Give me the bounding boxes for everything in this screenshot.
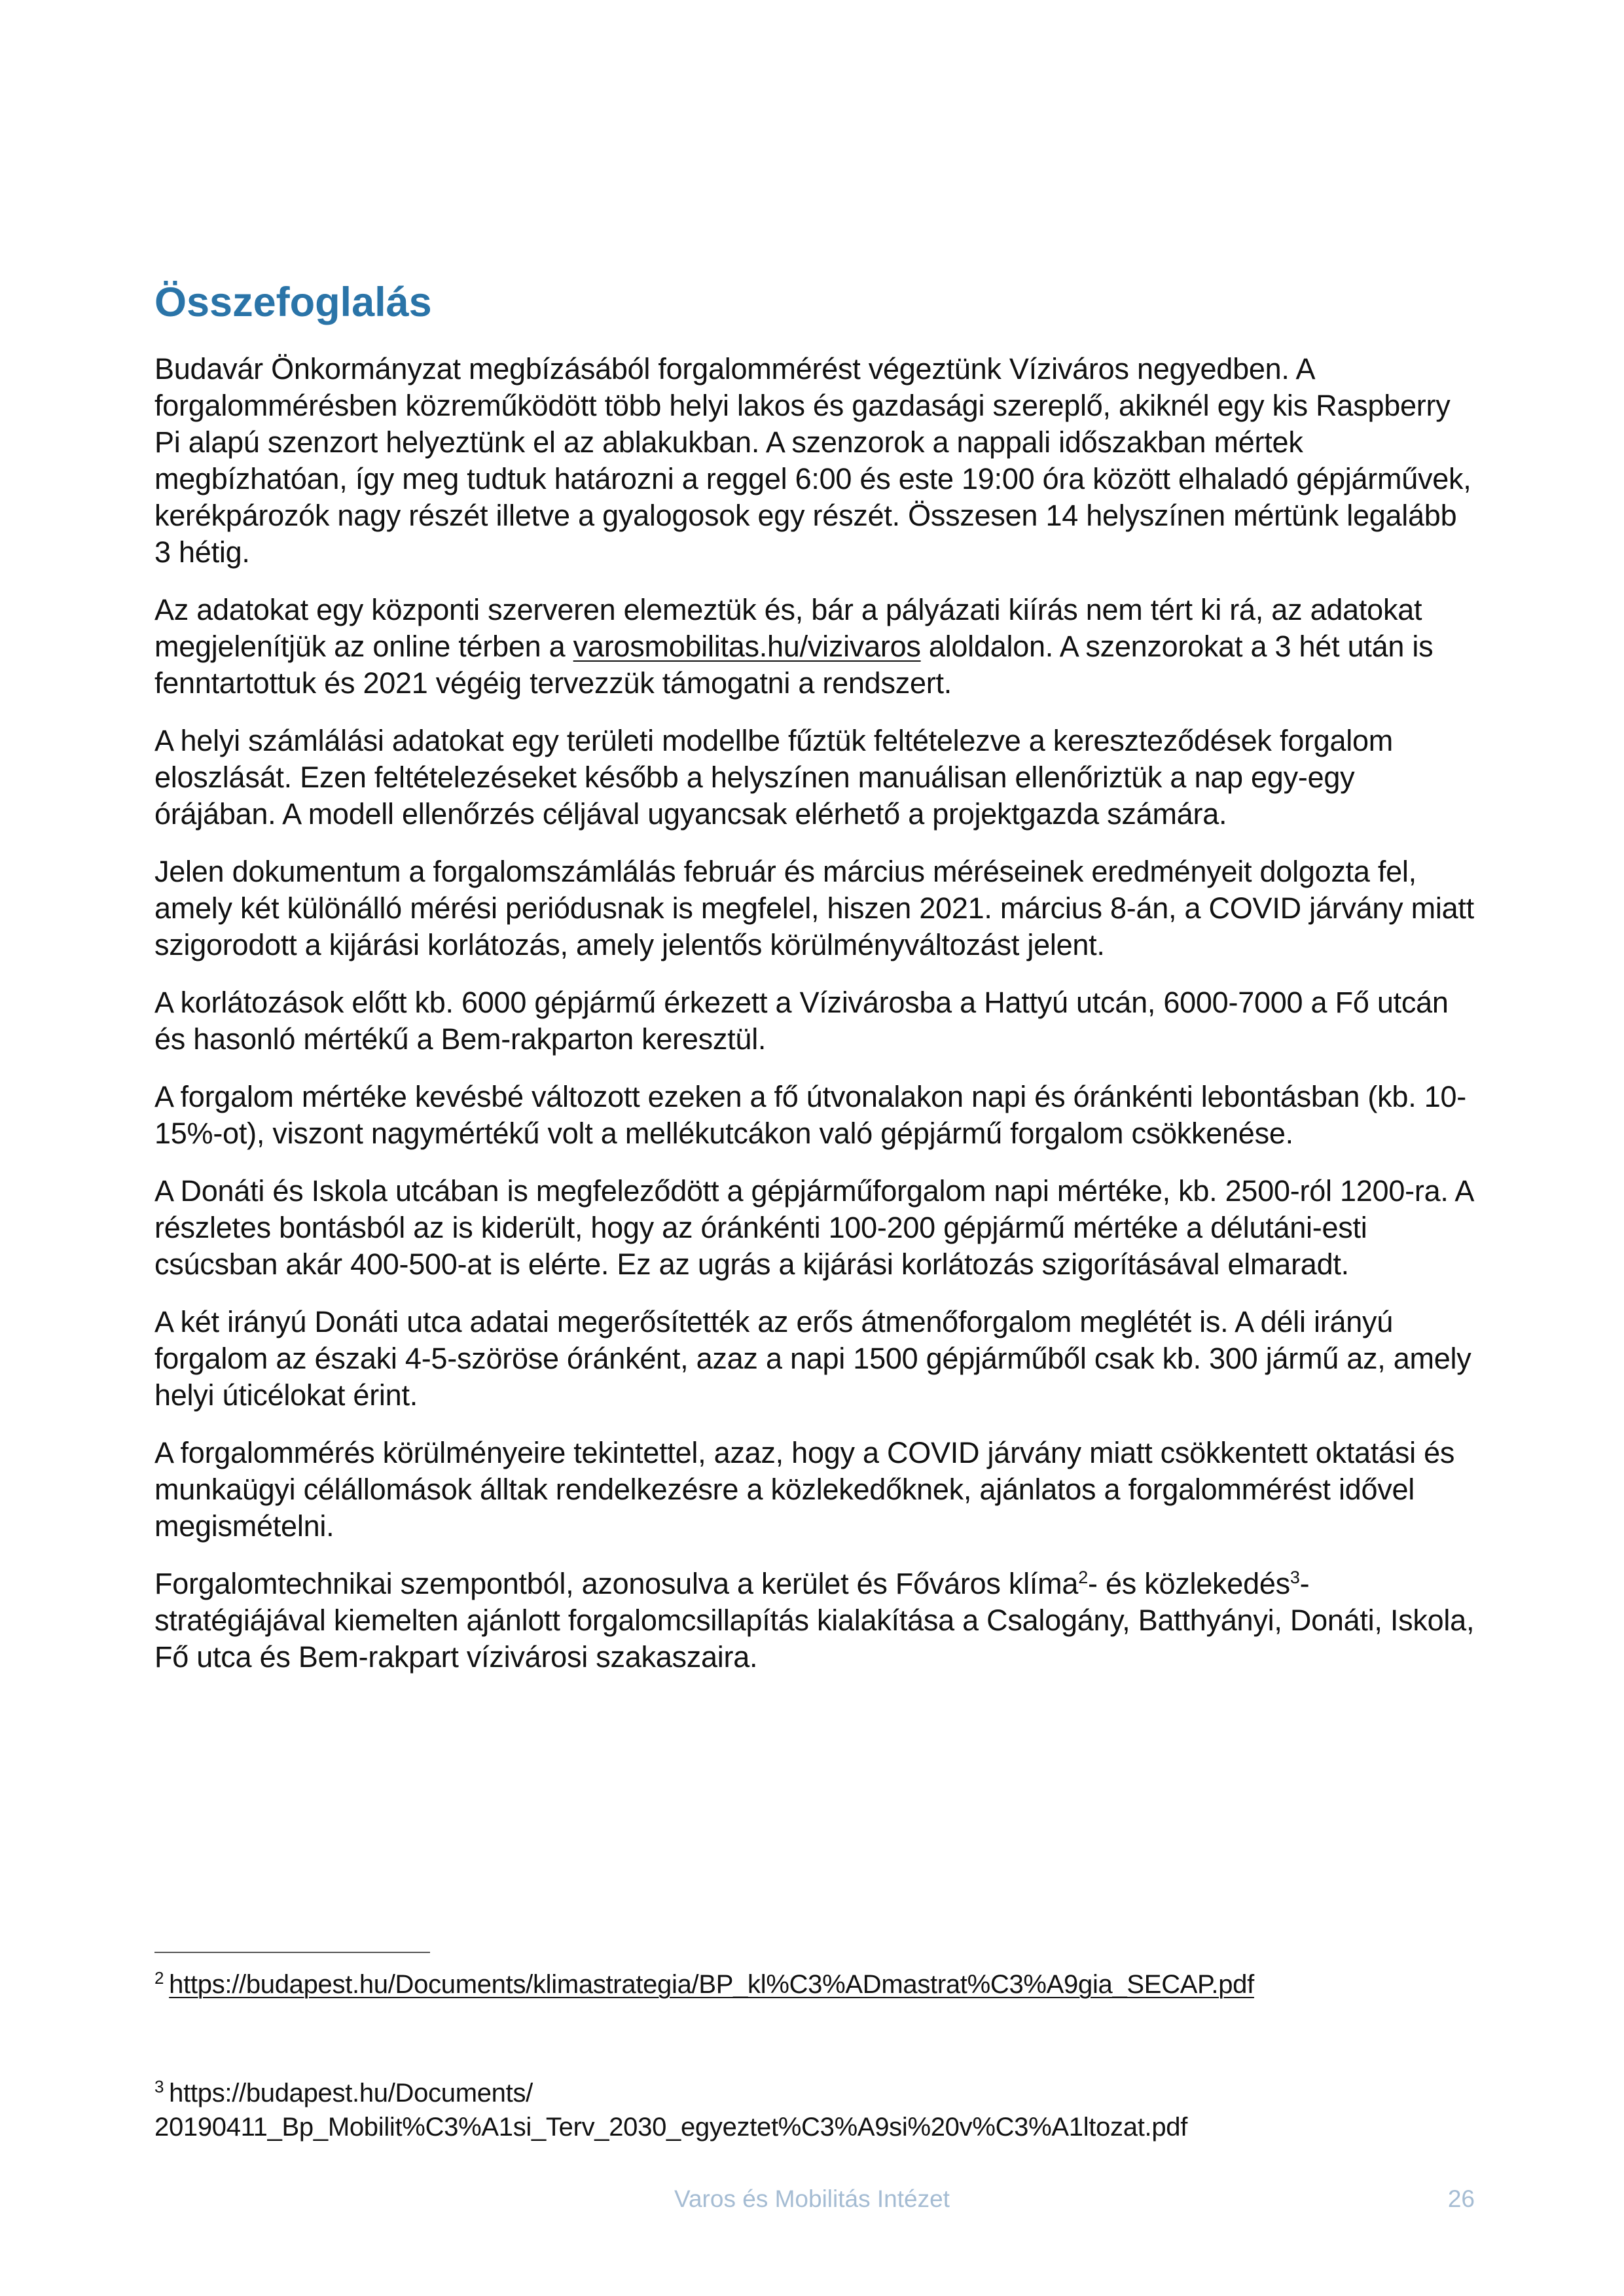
paragraph-text: -stratégiájával kiemelten ajánlott forgalomcsillapítás kialakítása a Csalogány, Batthyányi, Donáti, Iskola, Fő utca és Bem-rakpart vízivárosi szakaszaira. (154, 1567, 1475, 1674)
footer-publisher: Varos és Mobilitás Intézet (674, 2185, 950, 2212)
footnote-3-url-part-1: https://budapest.hu/Documents/ (169, 2079, 533, 2108)
paragraph-repeat-measurement: A forgalommérés körülményeire tekintettel, azaz, hogy a COVID járvány miatt csökkentett oktatási és munkaügyi célállomások álltak rendelkezésre a közlekedőknek, ajánlatos a forgalommérést idővel megismételni. (154, 1436, 1455, 1543)
paragraph-recommendation (154, 1566, 1477, 1676)
varosmobilitas-link[interactable]: varosmobilitas.hu/vizivaros (573, 630, 921, 663)
paragraph-data-server (154, 592, 1477, 702)
footnote-ref-3[interactable]: 3 (1290, 1568, 1300, 1587)
main-content (154, 276, 1477, 1696)
paragraph-text: aloldalon. A szenzorokat a 3 hét után is fenntartottuk és 2021 végéig tervezzük támogatni a rendszert. (154, 630, 1434, 700)
section-heading: Összefoglalás (154, 279, 432, 325)
footnote-number: 2 (154, 1967, 164, 1988)
paragraph-text: - és közlekedés (1087, 1567, 1290, 1600)
paragraph-model: A helyi számlálási adatokat egy területi modellbe fűztük feltételezve a kereszteződések forgalom eloszlását. Ezen feltételezéseket később a helyszínen manuálisan ellenőriztük a nap egy-egy órájában. A modell ellenőrzés céljával ugyancsak elérhető a projektgazda számára. (154, 724, 1394, 831)
paragraph-traffic-change: A forgalom mértéke kevésbé változott ezeken a fő útvonalakon napi és óránkénti lebontásban (kb. 10-15%-ot), viszont nagymértékű volt a mellékutcákon való gépjármű forgalom csökkenése. (154, 1080, 1466, 1150)
paragraph-donati-iskola: A Donáti és Iskola utcában is megfeleződött a gépjárműforgalom napi mértéke, kb. 2500-ról 1200-ra. A részletes bontásból az is kiderült, hogy az óránkénti 100-200 gépjármű mértéke a délutáni-esti csúcsban akár 400-500-at is elérte. Ez az ugrás a kijárási korlátozás szigorításával elmaradt. (154, 1174, 1473, 1281)
footnote-divider (154, 1952, 430, 1953)
footnote-ref-2[interactable]: 2 (1078, 1568, 1088, 1587)
page-number: 26 (1447, 2185, 1475, 2212)
paragraph-document-scope: Jelen dokumentum a forgalomszámlálás február és március méréseinek eredményeit dolgozta fel, amely két különálló mérési periódusnak is megfelel, hiszen 2021. március 8-án, a COVID járvány miatt szigorodott a kijárási korlátozás, amely jelentős körülményváltozást jelent. (154, 855, 1474, 961)
footnote-2-link[interactable]: https://budapest.hu/Documents/klimastrategia/BP_kl%C3%ADmastrat%C3%A9gia_SECAP.pdf (169, 1970, 1254, 1999)
footnote-3 (154, 2076, 1490, 2144)
footnote-number: 3 (154, 2076, 164, 2096)
paragraph-restrictions: A korlátozások előtt kb. 6000 gépjármű érkezett a Vízivárosba a Hattyú utcán, 6000-7000 a Fő utcán és hasonló mértékű a Bem-rakparton keresztül. (154, 986, 1449, 1056)
footnote-3-line-1 (154, 2076, 1490, 2110)
footnote-3-url-part-2: 20190411_Bp_Mobilit%C3%A1si_Terv_2030_egyeztet%C3%A9si%20v%C3%A1ltozat.pdf (154, 2113, 1188, 2142)
paragraph-donati-direction: A két irányú Donáti utca adatai megerősítették az erős átmenőforgalom meglétét is. A déli irányú forgalom az északi 4-5-szöröse óránként, azaz a napi 1500 gépjárműből csak kb. 300 jármű az, amely helyi úticélokat érint. (154, 1305, 1471, 1412)
paragraph-text: Az adatokat egy központi szerveren elemeztük és, bár a pályázati kiírás nem tért ki rá, az adatokat megjelenítjük az online térben a (154, 593, 1422, 663)
footnote-2 (154, 1967, 1490, 2001)
paragraph-text: Forgalomtechnikai szempontból, azonosulva a kerület és Főváros klíma (154, 1567, 1079, 1600)
paragraph-intro: Budavár Önkormányzat megbízásából forgalommérést végeztünk Víziváros negyedben. A forgalommérésben közreműködött több helyi lakos és gazdasági szereplő, akiknél egy kis Raspberry Pi alapú szenzort helyeztünk el az ablakukban. A szenzorok a nappali időszakban mértek megbízhatóan, így meg tudtuk határozni a reggel 6:00 és este 19:00 óra között elhaladó gépjárművek, kerékpározók nagy részét illetve a gyalogosok egy részét. Összesen 14 helyszínen mértünk legalább 3 hétig. (154, 352, 1471, 569)
